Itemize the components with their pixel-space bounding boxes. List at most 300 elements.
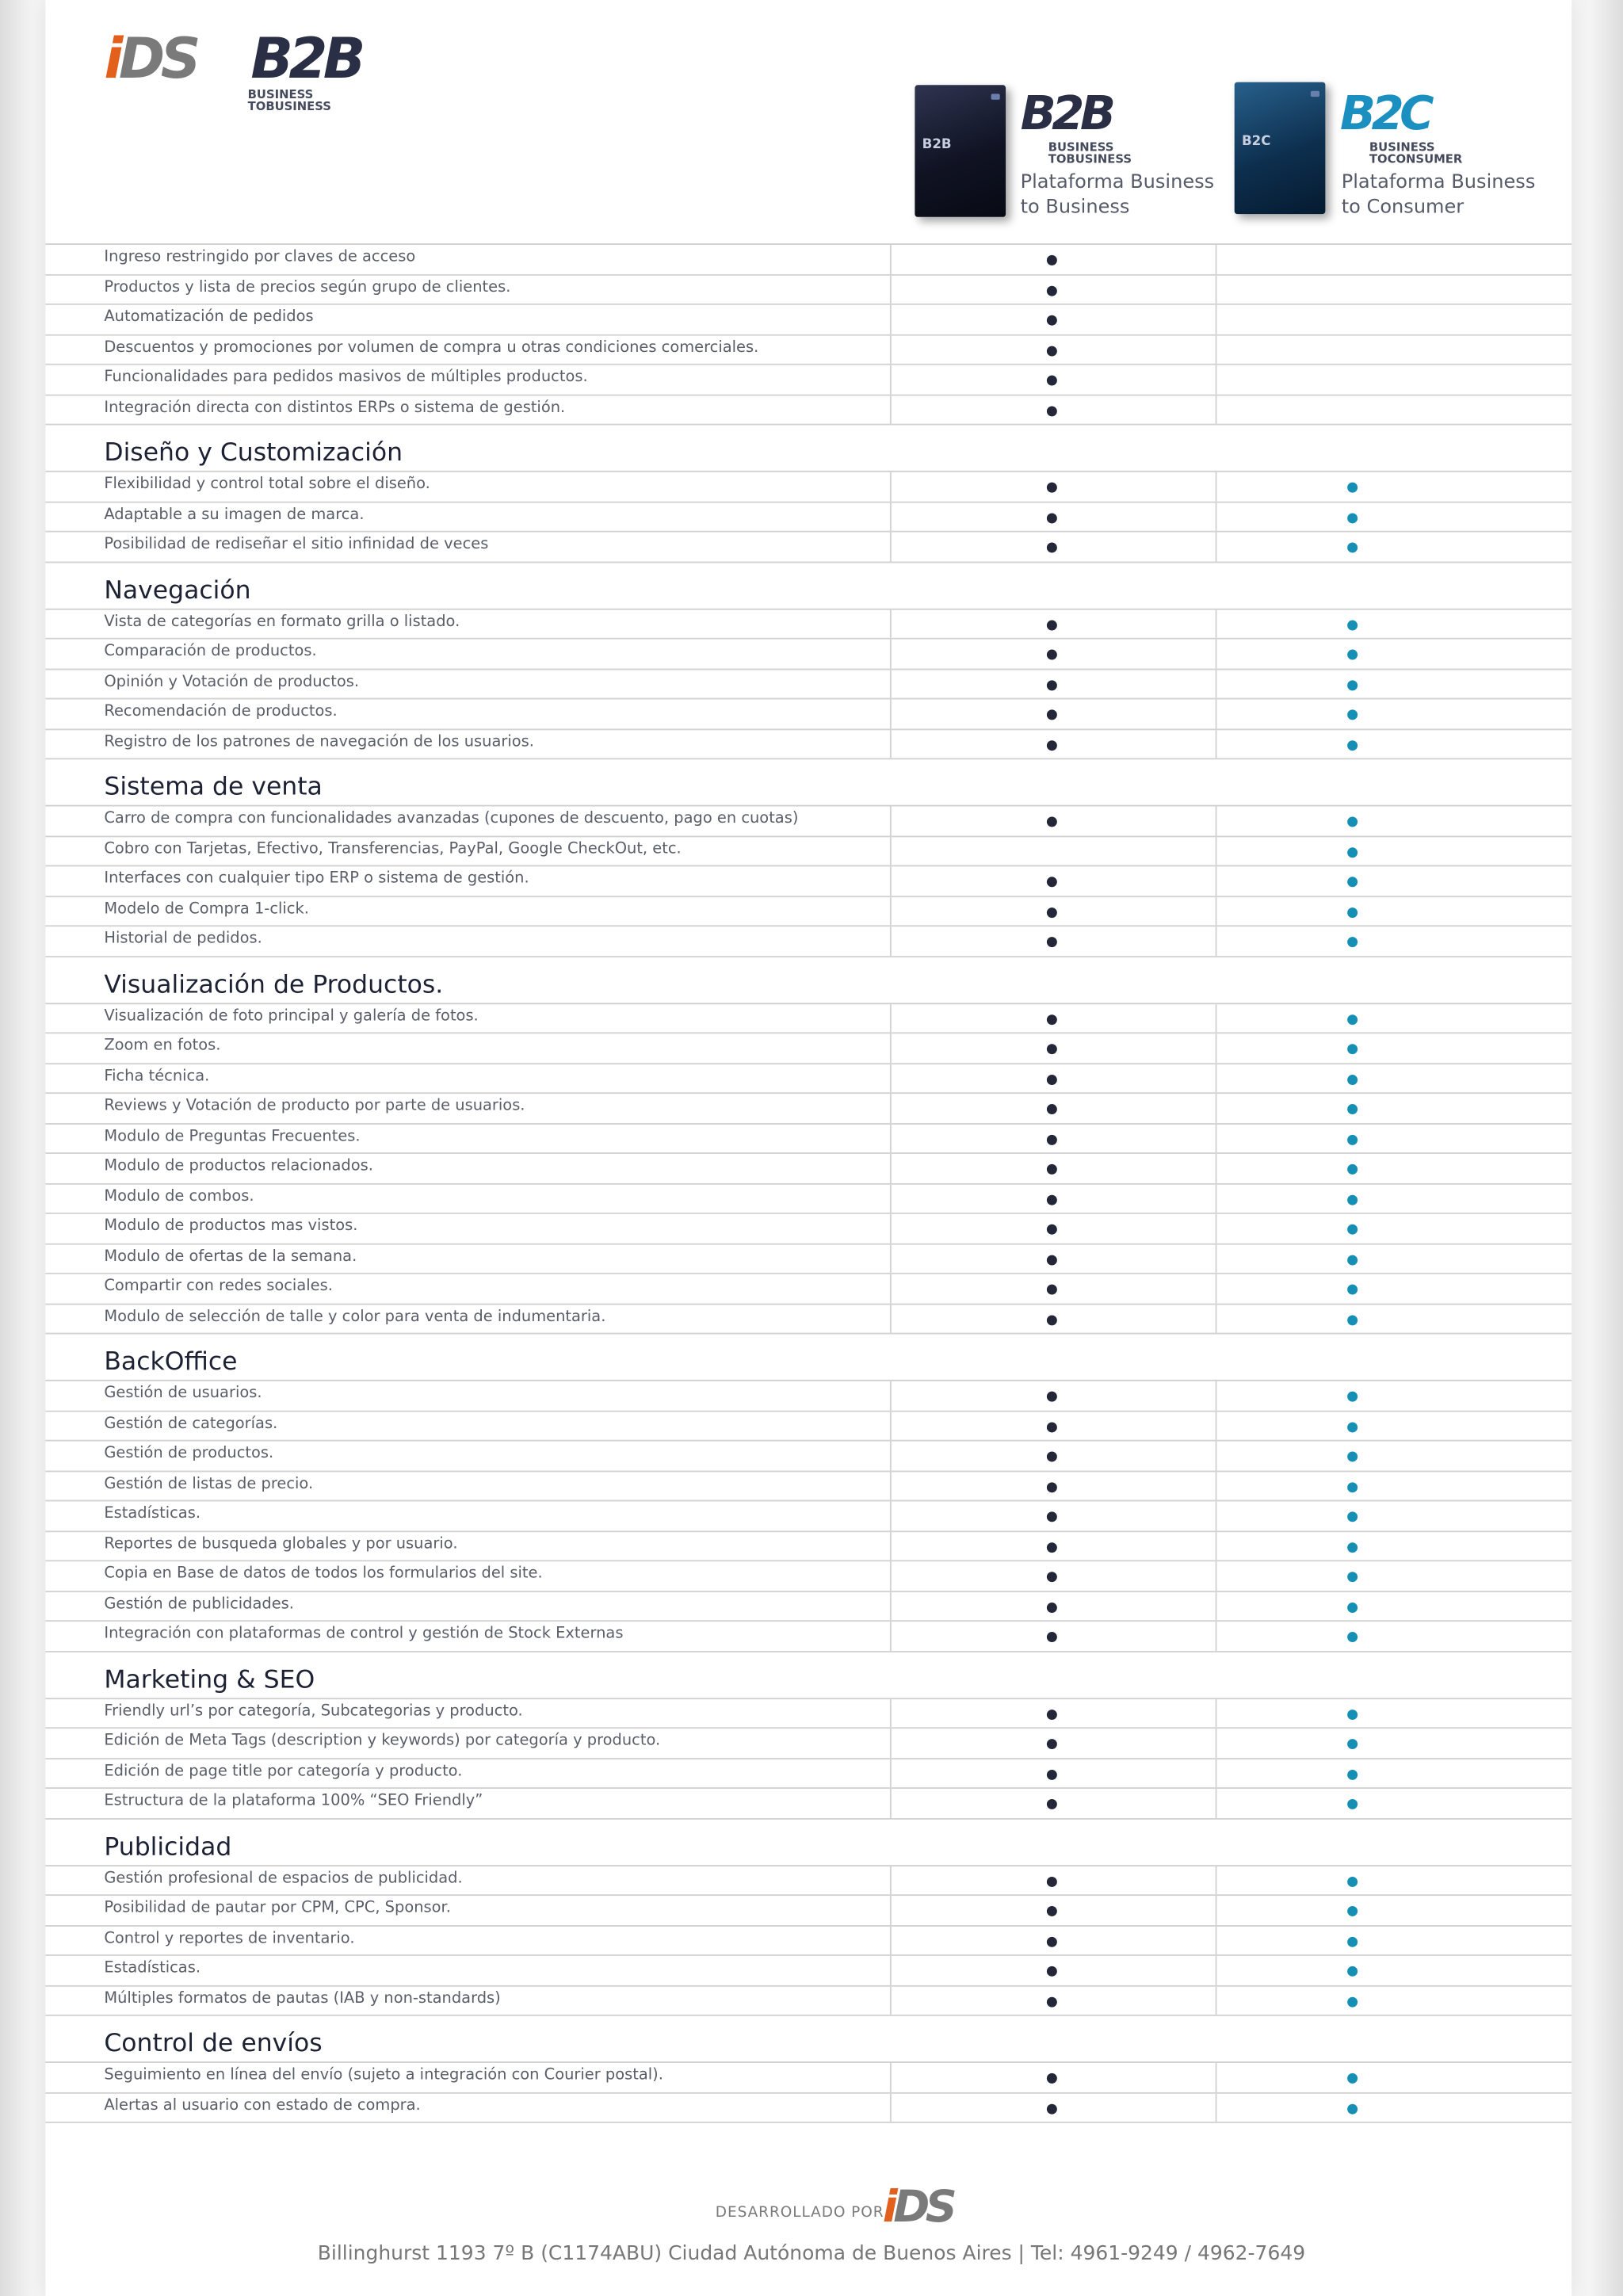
column-divider [1216,1759,1217,1787]
column-divider [1216,1622,1217,1650]
b2b-check-dot-icon [1047,1255,1057,1265]
section-title: Navegación [45,562,1571,609]
feature-label: Gestión de productos. [104,1444,274,1462]
feature-row [45,275,1571,305]
b2c-check-dot-icon [1347,1511,1358,1522]
b2b-check-dot-icon [1047,679,1057,690]
column-divider [890,1154,892,1182]
feature-label: Carro de compra con funcionalidades avanzadas (cupones de descuento, pago en cuotas) [104,809,799,827]
column-divider [890,472,892,501]
column-divider [890,866,892,895]
feature-row [45,926,1571,957]
feature-row [45,1184,1571,1214]
b2c-title-line2: to Consumer [1341,196,1465,219]
feature-label: Modulo de combos. [104,1186,254,1205]
b2c-check-dot-icon [1347,1799,1358,1809]
feature-label: Estructura de la plataforma 100% “SEO Friendly” [104,1791,483,1809]
column-divider [1216,1274,1217,1303]
column-divider [890,1305,892,1333]
column-divider [890,1033,892,1062]
feature-row [45,1986,1571,2016]
feature-label: Múltiples formatos de pautas (IAB y non-standards) [104,1988,501,2007]
feature-label: Gestión de publicidades. [104,1594,294,1613]
column-divider [1216,1896,1217,1924]
feature-label: Zoom en fotos. [104,1036,221,1055]
b2c-column-sub2: TOCONSUMER [1369,152,1463,166]
b2b-check-dot-icon [1047,1709,1057,1719]
b2c-check-dot-icon [1347,1164,1358,1175]
column-divider [1216,609,1217,638]
b2b-check-dot-icon [1047,1572,1057,1582]
section-title: Control de envíos [45,2016,1571,2063]
b2b-check-dot-icon [1047,376,1057,386]
b2c-check-dot-icon [1347,1709,1358,1719]
column-divider [1216,640,1217,668]
feature-row [45,1381,1571,1412]
feature-label: Modulo de selección de talle y color para venta de indumentaria. [104,1307,606,1325]
column-divider [1216,1244,1217,1273]
b2c-box-label: B2C [1241,135,1271,150]
b2b-check-dot-icon [1047,1315,1057,1325]
column-divider [890,1759,892,1787]
column-divider [1216,1789,1217,1817]
feature-label: Interfaces con cualquier tipo ERP o sistema de gestión. [104,869,529,888]
b2b-check-dot-icon [1047,1481,1057,1492]
b2b-check-dot-icon [1047,1966,1057,1977]
feature-row [45,245,1571,275]
column-divider [1216,502,1217,531]
feature-row [45,533,1571,563]
b2c-check-dot-icon [1347,1194,1358,1205]
feature-row [45,1471,1571,1501]
b2b-check-dot-icon [1047,1422,1057,1432]
b2c-check-dot-icon [1347,709,1358,720]
b2c-check-dot-icon [1347,1996,1358,2007]
box-led-icon [991,94,1000,99]
section-title: BackOffice [45,1335,1571,1381]
column-divider [1216,1729,1217,1757]
feature-label: Friendly url’s por categoría, Subcategorias y producto. [104,1701,523,1720]
b2b-check-dot-icon [1047,1936,1057,1946]
feature-label: Estadísticas. [104,1958,201,1977]
column-divider [890,1214,892,1243]
feature-row [45,305,1571,335]
feature-label: Visualización de foto principal y galería de fotos. [104,1007,479,1025]
column-divider [890,1381,892,1410]
feature-row [45,1926,1571,1956]
column-divider [890,502,892,531]
feature-label: Compartir con redes sociales. [104,1277,333,1295]
column-divider [890,729,892,758]
b2b-check-dot-icon [1047,1014,1057,1024]
feature-label: Seguimiento en línea del envío (sujeto a integración con Courier postal). [104,2065,663,2084]
column-divider [890,335,892,364]
column-divider [890,275,892,304]
feature-label: Recomendación de productos. [104,702,338,720]
column-divider [1216,395,1217,424]
b2b-check-dot-icon [1047,255,1057,266]
column-divider [1216,1471,1217,1499]
ids-b2b-logo [104,26,361,114]
column-divider [1216,1501,1217,1530]
b2c-check-dot-icon [1347,1572,1358,1582]
b2c-check-dot-icon [1347,739,1358,750]
column-divider [890,1094,892,1122]
feature-row [45,1003,1571,1033]
feature-label: Reviews y Votación de producto por parte de usuarios. [104,1096,525,1114]
feature-row [45,2063,1571,2093]
feature-label: Adaptable a su imagen de marca. [104,505,365,523]
feature-label: Opinión y Votación de productos. [104,672,360,690]
section-title: Publicidad [45,1819,1571,1866]
column-divider [1216,896,1217,925]
column-divider [1216,365,1217,394]
column-divider [890,1986,892,2015]
b2b-check-dot-icon [1047,285,1057,296]
feature-row [45,1064,1571,1094]
feature-label: Funcionalidades para pedidos masivos de múltiples productos. [104,368,588,386]
b2c-check-dot-icon [1347,513,1358,523]
b2b-check-dot-icon [1047,937,1057,947]
b2c-check-dot-icon [1347,1481,1358,1492]
column-divider [1216,1698,1217,1727]
column-divider [890,2093,892,2122]
b2b-check-dot-icon [1047,315,1057,326]
column-divider [890,365,892,394]
feature-label: Gestión de usuarios. [104,1384,262,1402]
feature-row [45,1759,1571,1789]
column-divider [890,1789,892,1817]
b2b-column-sub2: TOBUSINESS [1048,152,1132,166]
b2b-title-line2: to Business [1020,196,1130,219]
b2c-check-dot-icon [1347,1966,1358,1977]
feature-row [45,1698,1571,1729]
column-divider [890,1442,892,1470]
b2b-title-line1: Plataforma Business [1020,171,1215,194]
b2c-title-line1: Plataforma Business [1341,171,1536,194]
column-divider [890,1184,892,1213]
b2c-check-dot-icon [1347,877,1358,887]
b2b-check-dot-icon [1047,1739,1057,1749]
feature-label: Ingreso restringido por claves de acceso [104,247,416,266]
feature-label: Modulo de productos mas vistos. [104,1217,358,1235]
column-divider [1216,1412,1217,1440]
feature-label: Automatización de pedidos [104,308,314,326]
feature-row [45,365,1571,395]
feature-label: Modulo de productos relacionados. [104,1156,373,1175]
feature-label: Modulo de ofertas de la semana. [104,1247,357,1265]
b2b-check-dot-icon [1047,1285,1057,1295]
b2c-check-dot-icon [1347,2073,1358,2084]
feature-row [45,472,1571,502]
b2b-check-dot-icon [1047,1074,1057,1084]
feature-label: Integración con plataformas de control y gestión de Stock Externas [104,1624,624,1642]
column-divider [890,1926,892,1954]
column-divider [1216,275,1217,304]
b2c-check-dot-icon [1347,1044,1358,1054]
b2b-check-dot-icon [1047,1134,1057,1144]
column-divider [1216,1986,1217,2015]
column-divider [1216,533,1217,561]
column-divider [1216,472,1217,501]
b2b-check-dot-icon [1047,877,1057,887]
feature-row [45,1033,1571,1064]
feature-row [45,1305,1571,1335]
section-title: Diseño y Customización [45,426,1571,472]
b2b-column-title [1021,170,1215,220]
feature-label: Cobro con Tarjetas, Efectivo, Transferencias, PayPal, Google CheckOut, etc. [104,839,682,858]
b2b-check-dot-icon [1047,1164,1057,1175]
feature-row [45,807,1571,837]
column-divider [1216,1064,1217,1092]
feature-label: Copia en Base de datos de todos los formularios del site. [104,1564,543,1583]
b2c-check-dot-icon [1347,1936,1358,1946]
feature-row [45,699,1571,729]
column-divider [1216,2093,1217,2122]
feature-row [45,1274,1571,1305]
column-divider [1216,305,1217,334]
b2b-check-dot-icon [1047,483,1057,493]
column-divider [1216,926,1217,955]
b2c-check-dot-icon [1347,1906,1358,1916]
b2c-check-dot-icon [1347,1285,1358,1295]
feature-row [45,1956,1571,1986]
b2b-check-dot-icon [1047,1194,1057,1205]
feature-label: Gestión de listas de precio. [104,1474,314,1492]
feature-row [45,670,1571,700]
b2b-check-dot-icon [1047,1876,1057,1886]
logo-ds: DS [118,26,197,91]
feature-row [45,1729,1571,1759]
column-divider [1216,807,1217,835]
column-divider [890,1471,892,1499]
feature-label: Edición de Meta Tags (description y keywords) por categoría y producto. [104,1731,661,1750]
b2b-check-dot-icon [1047,1541,1057,1552]
column-divider [1216,1003,1217,1032]
feature-label: Comparación de productos. [104,642,317,660]
column-divider [890,1896,892,1924]
ids-logo-text [104,26,196,90]
feature-row [45,502,1571,533]
feature-label: Integración directa con distintos ERPs o sistema de gestión. [104,398,566,416]
b2c-column-title [1342,170,1536,220]
b2c-check-dot-icon [1347,1541,1358,1552]
b2b-check-dot-icon [1047,1392,1057,1402]
b2b-check-dot-icon [1047,1104,1057,1114]
b2b-check-dot-icon [1047,650,1057,660]
column-divider [1216,1381,1217,1410]
b2b-check-dot-icon [1047,1769,1057,1779]
column-divider [1216,245,1217,273]
section-title: Marketing & SEO [45,1652,1571,1698]
b2c-check-dot-icon [1347,907,1358,917]
feature-row [45,1244,1571,1274]
feature-label: Descuentos y promociones por volumen de compra u otras condiciones comerciales. [104,338,759,356]
column-divider [890,609,892,638]
column-divider [1216,1305,1217,1333]
feature-row [45,836,1571,866]
column-divider [890,533,892,561]
column-divider [1216,2063,1217,2092]
b2c-column-logo: B2C [1339,85,1430,141]
feature-label: Gestión profesional de espacios de publicidad. [104,1868,463,1887]
b2c-product-box [1235,82,1326,215]
logo-i: i [104,26,119,91]
feature-label: Posibilidad de rediseñar el sitio infinidad de veces [104,535,489,553]
column-divider [1216,699,1217,728]
b2c-check-dot-icon [1347,679,1358,690]
feature-label: Registro de los patrones de navegación de los usuarios. [104,732,534,751]
feature-label: Control y reportes de inventario. [104,1928,355,1946]
column-divider [890,305,892,334]
b2c-check-dot-icon [1347,1769,1358,1779]
column-divider [1216,729,1217,758]
b2b-check-dot-icon [1047,1906,1057,1916]
column-divider [890,1064,892,1092]
feature-row [45,1501,1571,1531]
column-divider [1216,1033,1217,1062]
column-divider [890,699,892,728]
column-divider [890,1698,892,1727]
feature-row [45,729,1571,759]
feature-row [45,1094,1571,1124]
column-divider [890,896,892,925]
b2c-check-dot-icon [1347,650,1358,660]
b2c-check-dot-icon [1347,846,1358,857]
b2c-check-dot-icon [1347,1224,1358,1235]
feature-label: Flexibilidad y control total sobre el diseño. [104,475,430,493]
b2b-check-dot-icon [1047,1452,1057,1462]
b2b-check-dot-icon [1047,709,1057,720]
b2b-product-box [915,85,1006,217]
b2c-check-dot-icon [1347,1422,1358,1432]
b2b-check-dot-icon [1047,406,1057,416]
column-divider [1216,670,1217,698]
b2b-check-dot-icon [1047,513,1057,523]
b2b-check-dot-icon [1047,346,1057,356]
feature-label: Gestión de categorías. [104,1414,278,1432]
column-divider [1216,1442,1217,1470]
column-divider [1216,1956,1217,1985]
feature-row [45,1896,1571,1926]
b2b-logo-text: B2B [250,26,361,91]
b2b-check-dot-icon [1047,816,1057,827]
b2b-check-dot-icon [1047,1044,1057,1054]
feature-label: Reportes de busqueda globales y por usuario. [104,1534,458,1553]
feature-row [45,640,1571,670]
feature-row [45,1561,1571,1591]
column-divider [1216,866,1217,895]
feature-row [45,1531,1571,1561]
b2c-check-dot-icon [1347,1602,1358,1612]
b2b-box-label: B2B [922,137,952,153]
b2b-check-dot-icon [1047,1511,1057,1522]
developed-by-text: DESARROLLADO POR [715,2205,884,2222]
b2c-check-dot-icon [1347,1452,1358,1462]
b2c-check-dot-icon [1347,1074,1358,1084]
feature-label: Vista de categorías en formato grilla o listado. [104,612,460,630]
column-divider [890,1501,892,1530]
feature-comparison-table [45,243,1571,2123]
column-divider [890,395,892,424]
logo-sub-line2: TOBUSINESS [247,99,331,113]
feature-row [45,2093,1571,2123]
b2b-check-dot-icon [1047,1996,1057,2007]
column-divider [890,1561,892,1590]
column-divider [890,807,892,835]
feature-row [45,1124,1571,1154]
b2c-check-dot-icon [1347,1392,1358,1402]
logo-sub-line1: BUSINESS [247,88,314,101]
footer-logo-i: i [882,2181,894,2233]
feature-label: Alertas al usuario con estado de compra. [104,2095,421,2114]
b2c-check-dot-icon [1347,1876,1358,1886]
b2b-check-dot-icon [1047,2073,1057,2084]
feature-row [45,866,1571,896]
column-divider [890,2063,892,2092]
column-divider [890,245,892,273]
b2c-check-dot-icon [1347,816,1358,827]
footer-ids-logo [883,2182,953,2233]
b2c-check-dot-icon [1347,2103,1358,2114]
b2c-check-dot-icon [1347,1014,1358,1024]
feature-row [45,395,1571,426]
column-divider [890,836,892,865]
column-divider [1216,1094,1217,1122]
section-title: Sistema de venta [45,759,1571,806]
feature-row [45,1866,1571,1896]
feature-row [45,609,1571,640]
b2c-check-dot-icon [1347,937,1358,947]
b2c-check-dot-icon [1347,1739,1358,1749]
b2c-column-sub1: BUSINESS [1369,140,1435,155]
column-divider [890,1124,892,1152]
b2c-check-dot-icon [1347,1134,1358,1144]
column-divider [1216,1154,1217,1182]
feature-row [45,1412,1571,1442]
feature-row [45,1789,1571,1819]
column-divider [890,1729,892,1757]
feature-row [45,1214,1571,1244]
column-divider [890,1003,892,1032]
b2c-check-dot-icon [1347,1255,1358,1265]
column-divider [1216,1561,1217,1590]
b2b-check-dot-icon [1047,620,1057,630]
column-divider [890,640,892,668]
column-divider [890,1412,892,1440]
column-divider [1216,1926,1217,1954]
footer-address: Billinghurst 1193 7º B (C1174ABU) Ciudad Autónoma de Buenos Aires | Tel: 4961-9249 / 4962-7649 [317,2241,1306,2266]
box-led-icon [1311,91,1319,97]
feature-row [45,896,1571,926]
b2b-check-dot-icon [1047,543,1057,553]
feature-label: Edición de page title por categoría y producto. [104,1761,463,1779]
feature-row [45,1154,1571,1184]
column-divider [890,1866,892,1894]
feature-label: Modelo de Compra 1-click. [104,899,309,918]
feature-label: Modulo de Preguntas Frecuentes. [104,1126,361,1144]
feature-label: Ficha técnica. [104,1066,210,1085]
column-divider [1216,1531,1217,1560]
column-divider [890,1956,892,1985]
b2c-check-dot-icon [1347,1104,1358,1114]
column-divider [1216,1866,1217,1894]
b2b-check-dot-icon [1047,739,1057,750]
b2b-column-sub1: BUSINESS [1048,140,1114,155]
column-divider [1216,1591,1217,1620]
feature-row [45,335,1571,365]
column-divider [890,1244,892,1273]
